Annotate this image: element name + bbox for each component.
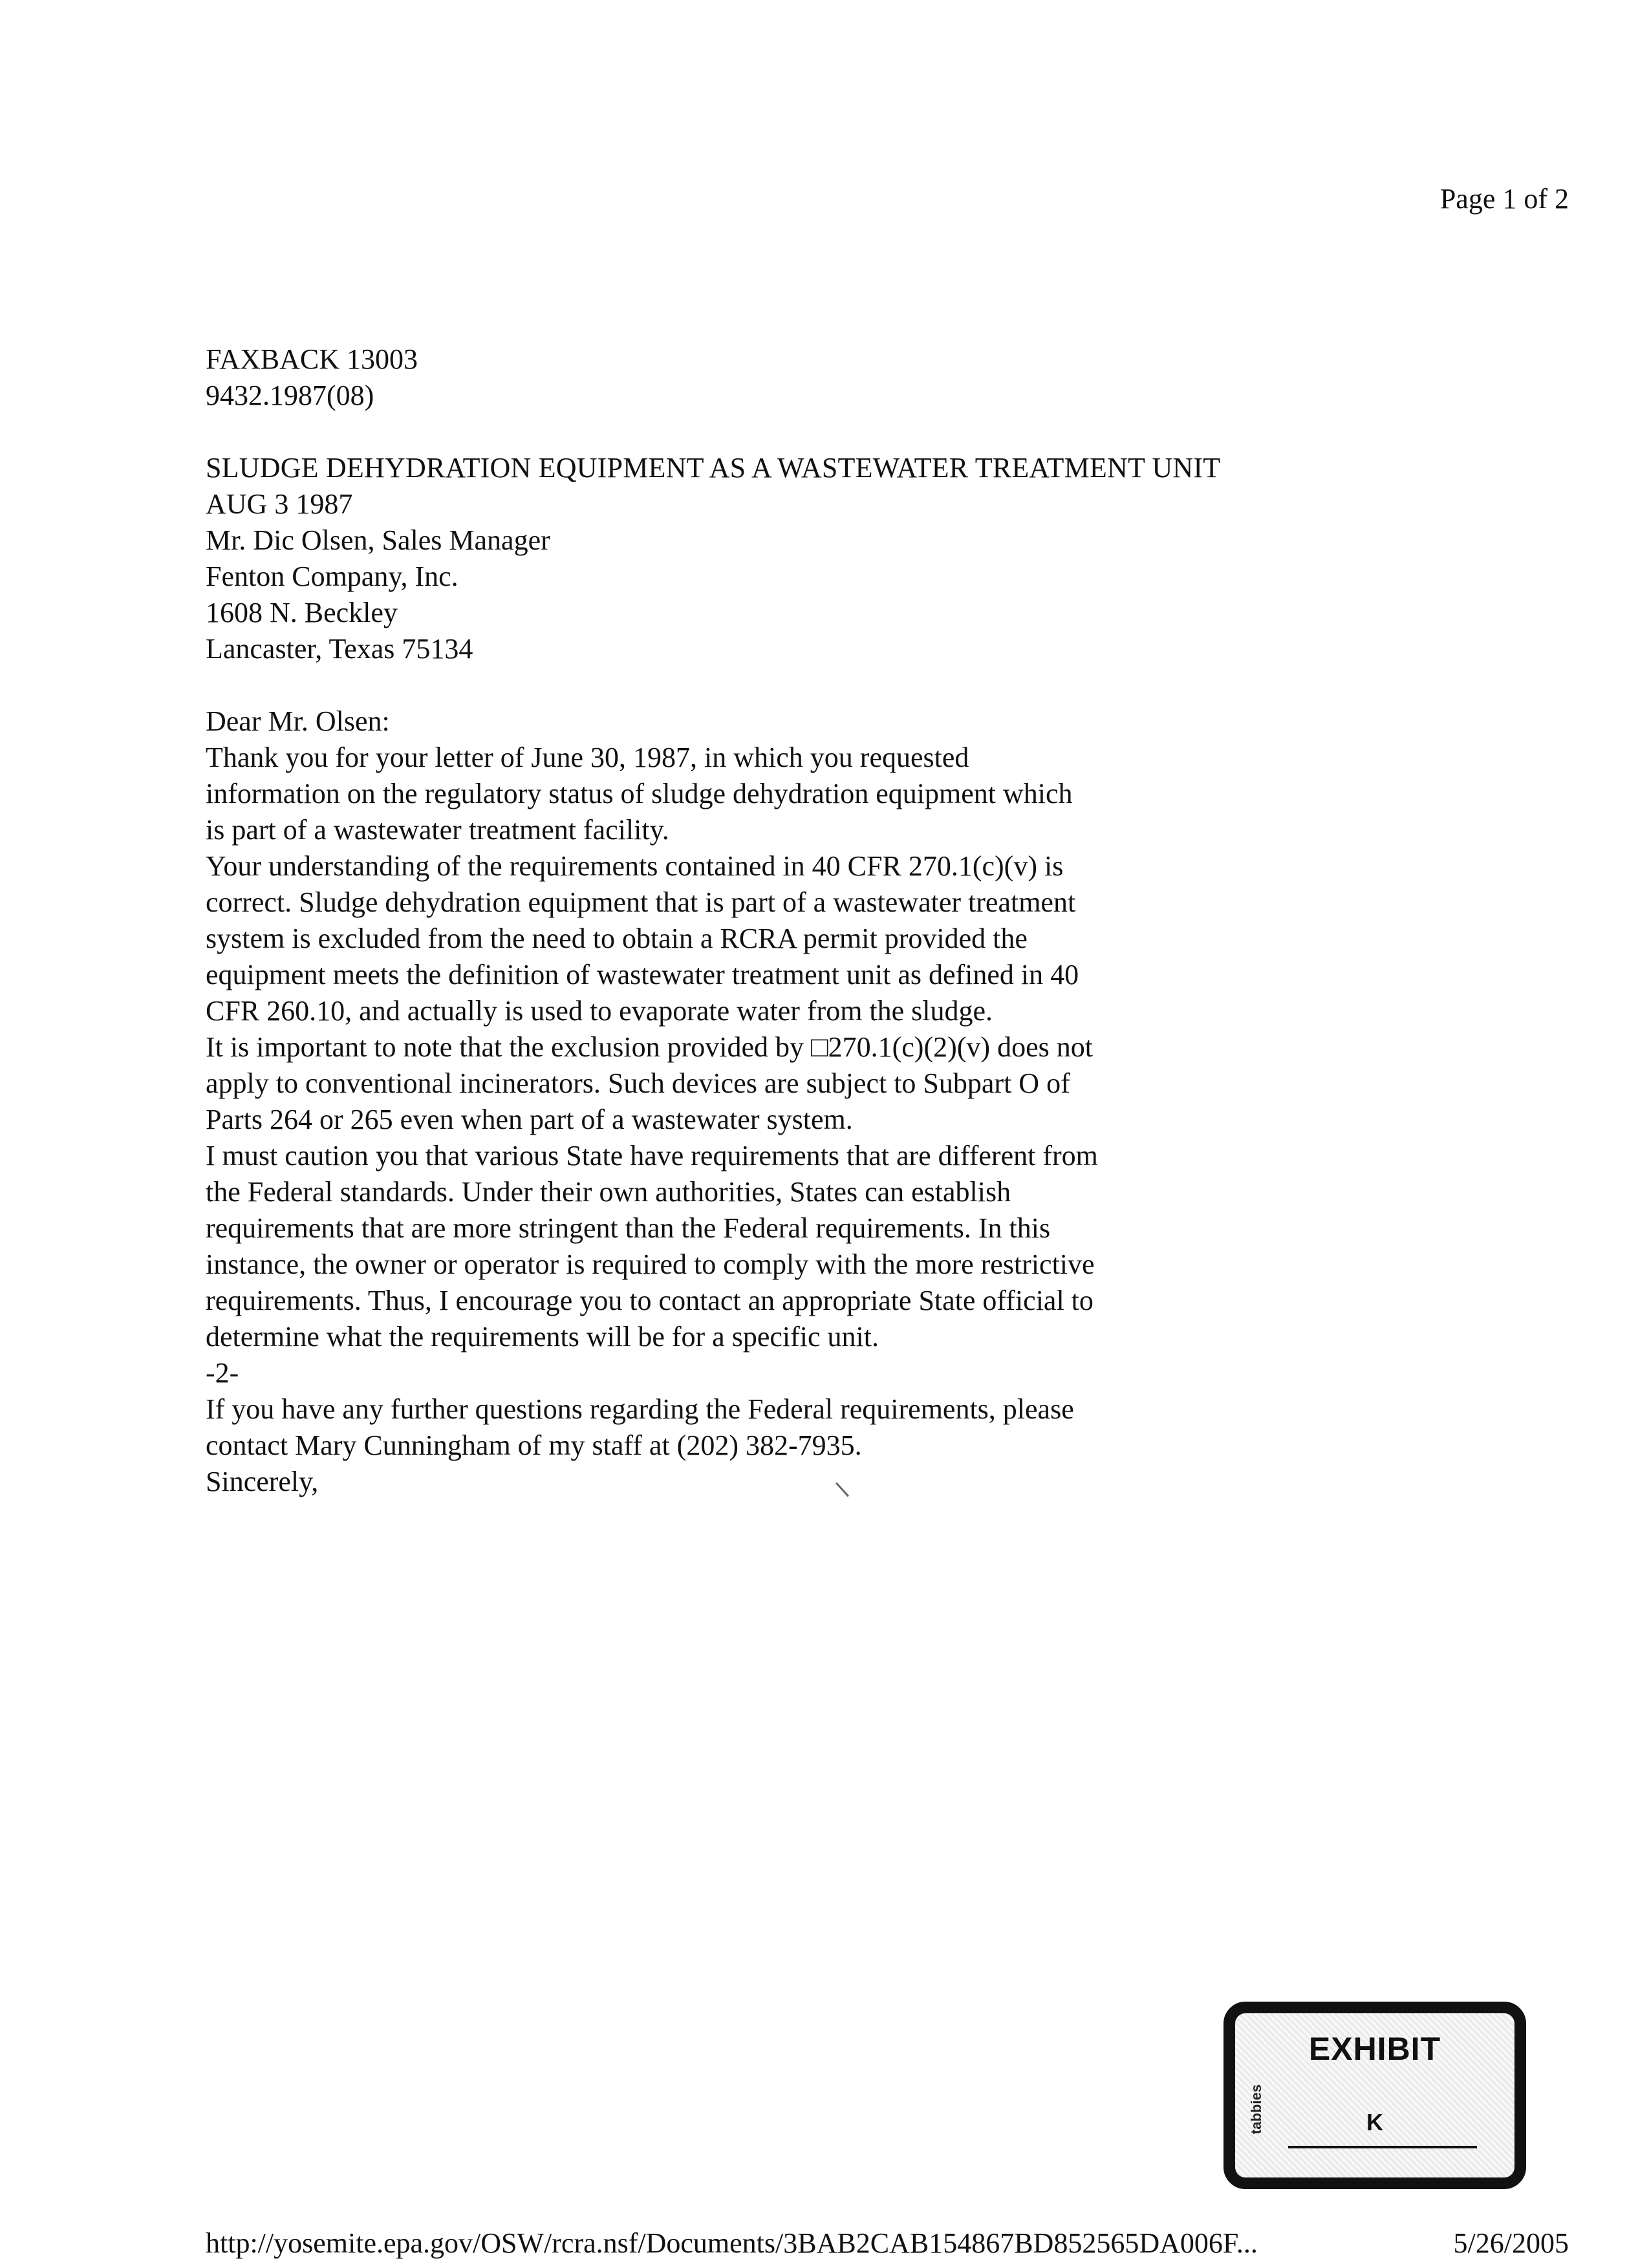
source-url: http://yosemite.epa.gov/OSW/rcra.nsf/Documents/3BAB2CAB154867BD852565DA006F...: [206, 2227, 1258, 2259]
page-footer: [206, 2229, 1569, 2258]
recipient-address: [206, 522, 1434, 667]
signoff: Sincerely,: [206, 1466, 319, 1497]
document-number: 9432.1987(08): [206, 380, 374, 411]
exhibit-stamp-brand: tabbies: [1248, 2084, 1264, 2135]
page-number: Page 1 of 2: [1439, 183, 1569, 215]
paragraph-request: Thank you for your letter of June 30, 1987, in which you requested information on the regulatory status of sludge dehydration equipment which is part of a wastewater treatment facility.: [206, 742, 1073, 846]
recipient-city: Lancaster, Texas 75134: [206, 633, 473, 665]
letter: [206, 341, 1434, 1500]
recipient-company: Fenton Company, Inc.: [206, 561, 458, 592]
letter-subject: SLUDGE DEHYDRATION EQUIPMENT AS A WASTEWATER TREATMENT UNIT: [206, 452, 1221, 484]
letter-date: AUG 3 1987: [206, 488, 353, 520]
faxback-number: FAXBACK 13003: [206, 343, 418, 375]
exhibit-stamp-value: K: [1366, 2109, 1383, 2135]
exhibit-stamp-title: EXHIBIT: [1308, 2031, 1441, 2067]
paragraph-state-requirements: I must caution you that various State have requirements that are different from the Federal standards. Under their own authorities, States can establish requirements that are more stringent than the Federal requirements. In this instance, the owner or operator is required to comply with the more restrictive requirements. Thus, I encourage you to contact an appropriate State official to determine what the requirements will be for a specific unit.: [206, 1140, 1098, 1353]
exhibit-stamp-line: [1288, 2146, 1477, 2148]
paragraph-requirements: Your understanding of the requirements contained in 40 CFR 270.1(c)(v) is correct. Sludge dehydration equipment that is part of a wastewater treatment system is excluded from the need to obtain a RCRA permit provided the equipment meets the definition of wastewater treatment unit as defined in 40 CFR 260.10, and actually is used to evaporate water from the sludge.: [206, 850, 1079, 1027]
recipient-street: 1608 N. Beckley: [206, 597, 398, 628]
exhibit-stamp: [1223, 2002, 1526, 2189]
recipient-name: Mr. Dic Olsen, Sales Manager: [206, 524, 550, 556]
reference-block: [206, 341, 1434, 414]
closing-paragraph: If you have any further questions regarding the Federal requirements, please contact Mary Cunningham of my staff at (202) 382-7935.: [206, 1393, 1074, 1461]
paragraph-exclusion: It is important to note that the exclusion provided by □270.1(c)(2)(v) does not apply to conventional incinerators. Such devices are subject to Subpart O of Parts 264 or 265 even when part of a wastewater system.: [206, 1031, 1093, 1135]
salutation: Dear Mr. Olsen:: [206, 705, 390, 737]
print-date: 5/26/2005: [1453, 2227, 1569, 2259]
page-marker: -2-: [206, 1357, 239, 1389]
